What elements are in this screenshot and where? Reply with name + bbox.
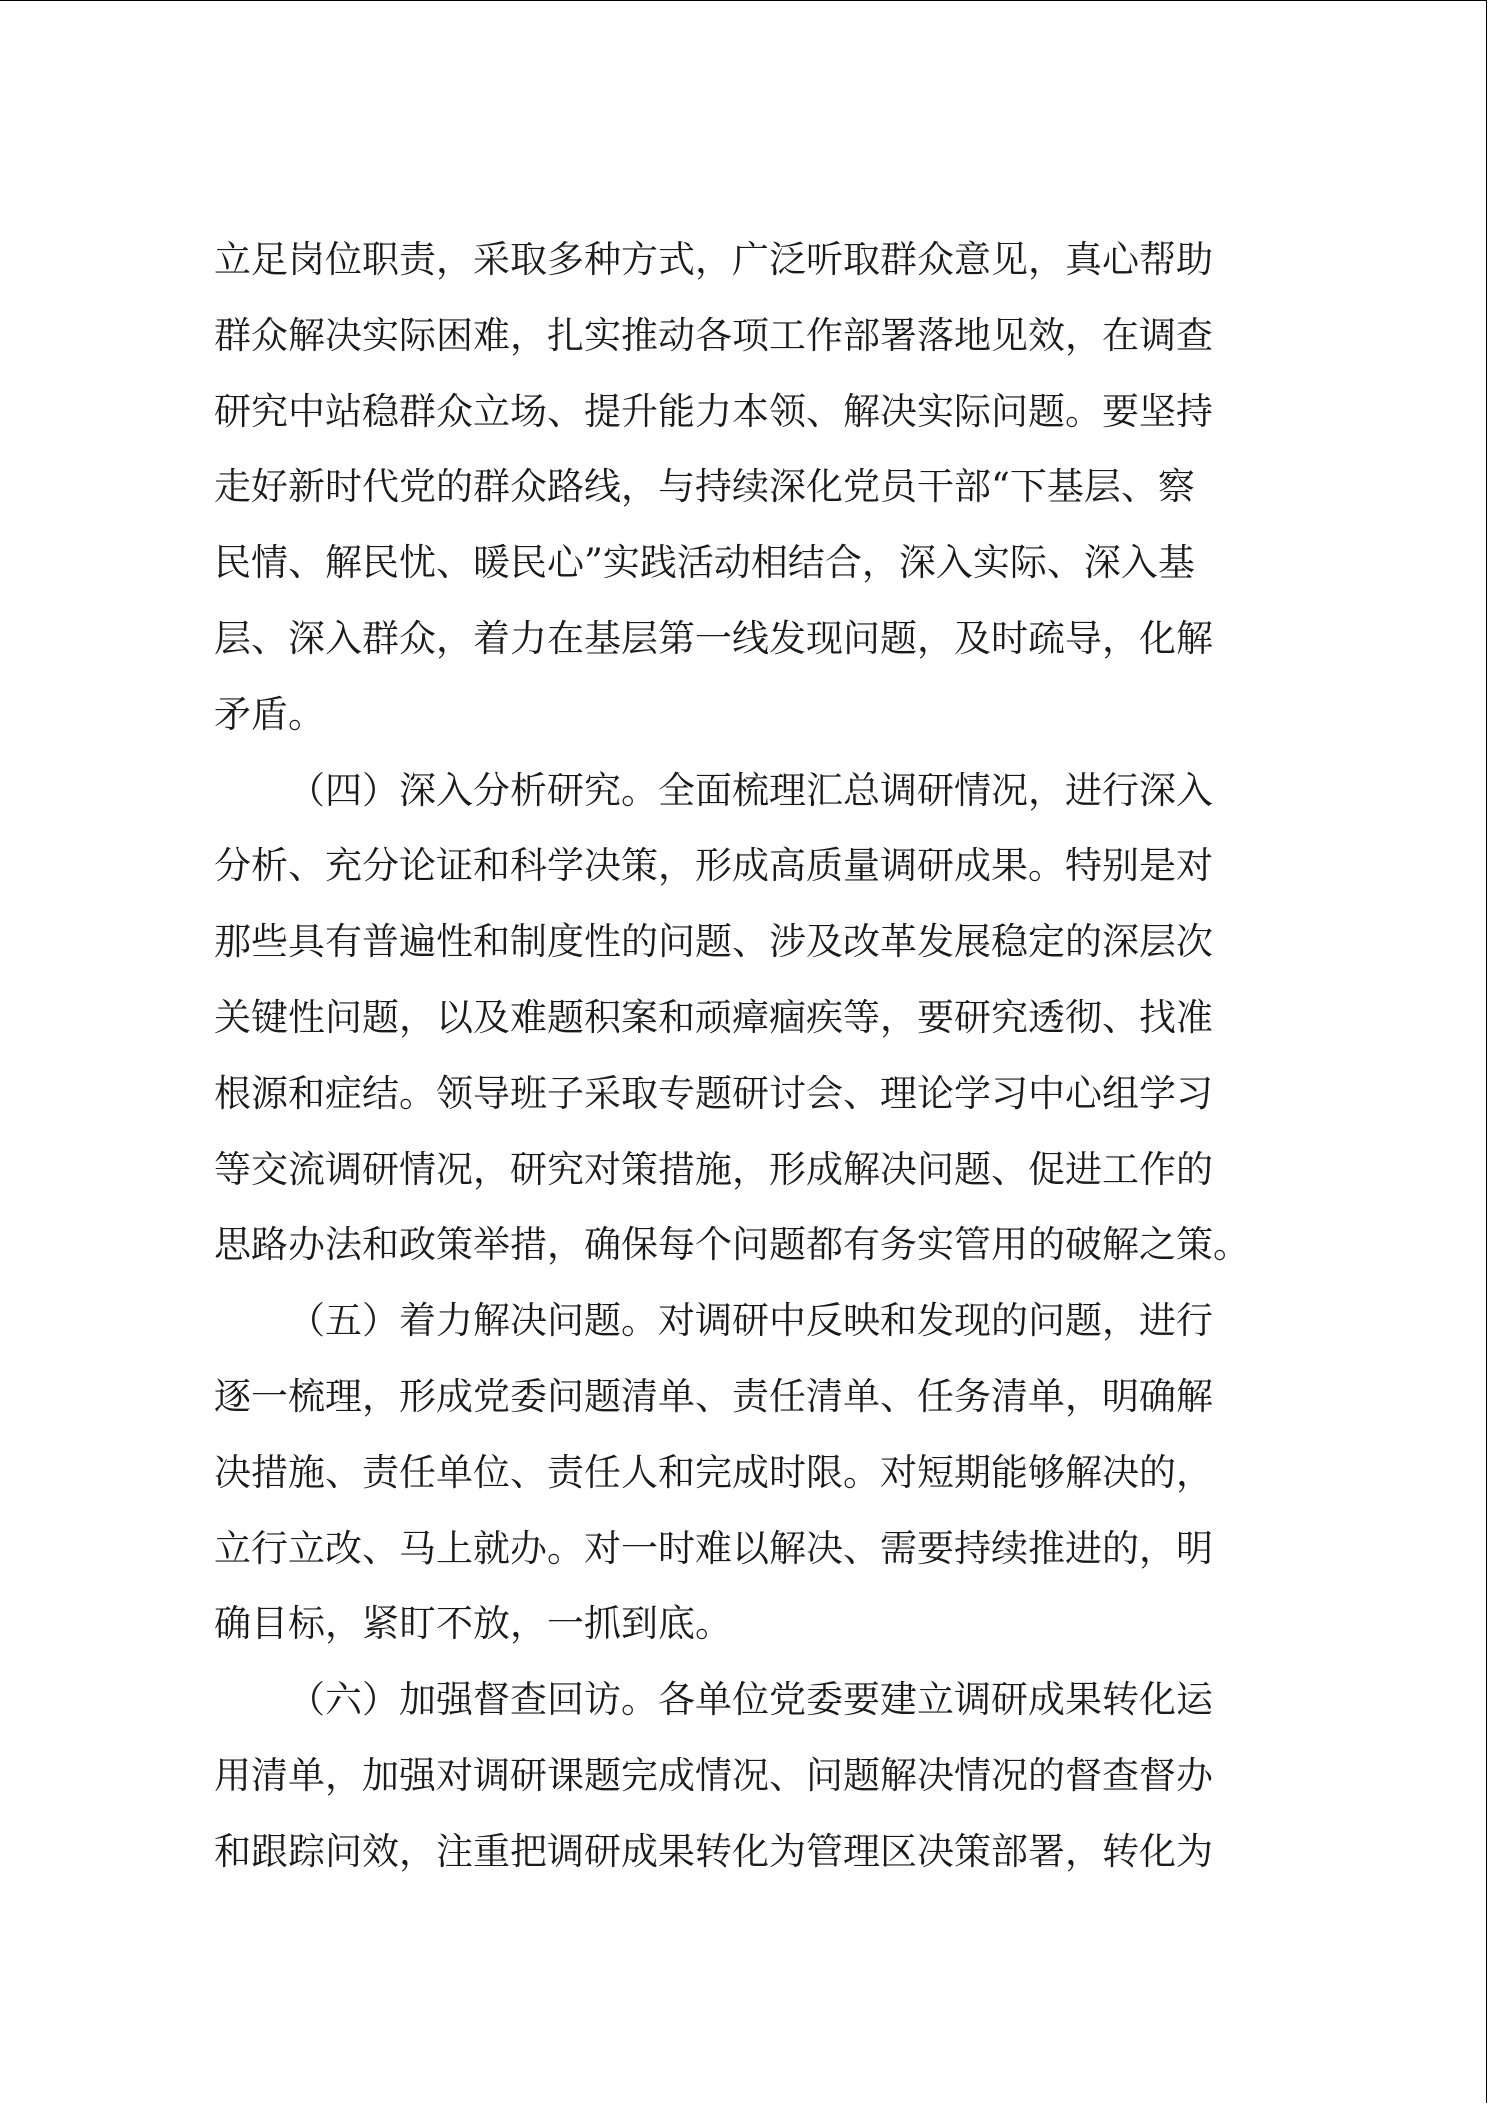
text-line: 思路办法和政策举措，确保每个问题都有务实管用的破解之策。 xyxy=(214,1223,1250,1267)
text-line: 决措施、责任单位、责任人和完成时限。对短期能够解决的， xyxy=(214,1450,1213,1494)
text-line: 立行立改、马上就办。对一时难以解决、需要持续推进的，明 xyxy=(214,1526,1213,1570)
text-line: 立足岗位职责，采取多种方式，广泛听取群众意见，真心帮助 xyxy=(214,238,1213,281)
document-body xyxy=(214,222,1304,1890)
text-line: 逐一梳理，形成党委问题清单、责任清单、任务清单，明确解 xyxy=(214,1374,1213,1418)
text-line: 走好新时代党的群众路线，与持续深化党员干部“下基层、察 xyxy=(214,465,1195,509)
section-heading-line: （五）着力解决问题。对调研中反映和发现的问题，进行 xyxy=(288,1299,1213,1343)
text-line: 分析、充分论证和科学决策，形成高质量调研成果。特别是对 xyxy=(214,844,1213,888)
text-line: 确目标，紧盯不放，一抓到底。 xyxy=(214,1602,732,1646)
section-heading-line: （六）加强督查回访。各单位党委要建立调研成果转化运 xyxy=(288,1678,1213,1722)
text-line: 矛盾。 xyxy=(214,692,325,736)
text-line: 那些具有普遍性和制度性的问题、涉及改革发展稳定的深层次 xyxy=(214,920,1213,964)
text-line: 用清单，加强对调研课题完成情况、问题解决情况的督查督办 xyxy=(214,1753,1213,1797)
text-line: 研究中站稳群众立场、提升能力本领、解决实际问题。要坚持 xyxy=(214,389,1213,433)
text-line: 层、深入群众，着力在基层第一线发现问题，及时疏导，化解 xyxy=(214,616,1213,660)
text-line: 和跟踪问效，注重把调研成果转化为管理区决策部署，转化为 xyxy=(214,1829,1213,1873)
text-line: 关键性问题，以及难题积案和顽瘴痼疾等，要研究透彻、找准 xyxy=(214,995,1213,1039)
text-line: 民情、解民忧、暖民心”实践活动相结合，深入实际、深入基 xyxy=(214,541,1195,585)
section-heading-line: （四）深入分析研究。全面梳理汇总调研情况，进行深入 xyxy=(288,768,1213,812)
text-line: 根源和症结。领导班子采取专题研讨会、理论学习中心组学习 xyxy=(214,1071,1213,1115)
text-line: 群众解决实际困难，扎实推动各项工作部署落地见效，在调查 xyxy=(214,313,1213,357)
text-line: 等交流调研情况，研究对策措施，形成解决问题、促进工作的 xyxy=(214,1147,1213,1191)
